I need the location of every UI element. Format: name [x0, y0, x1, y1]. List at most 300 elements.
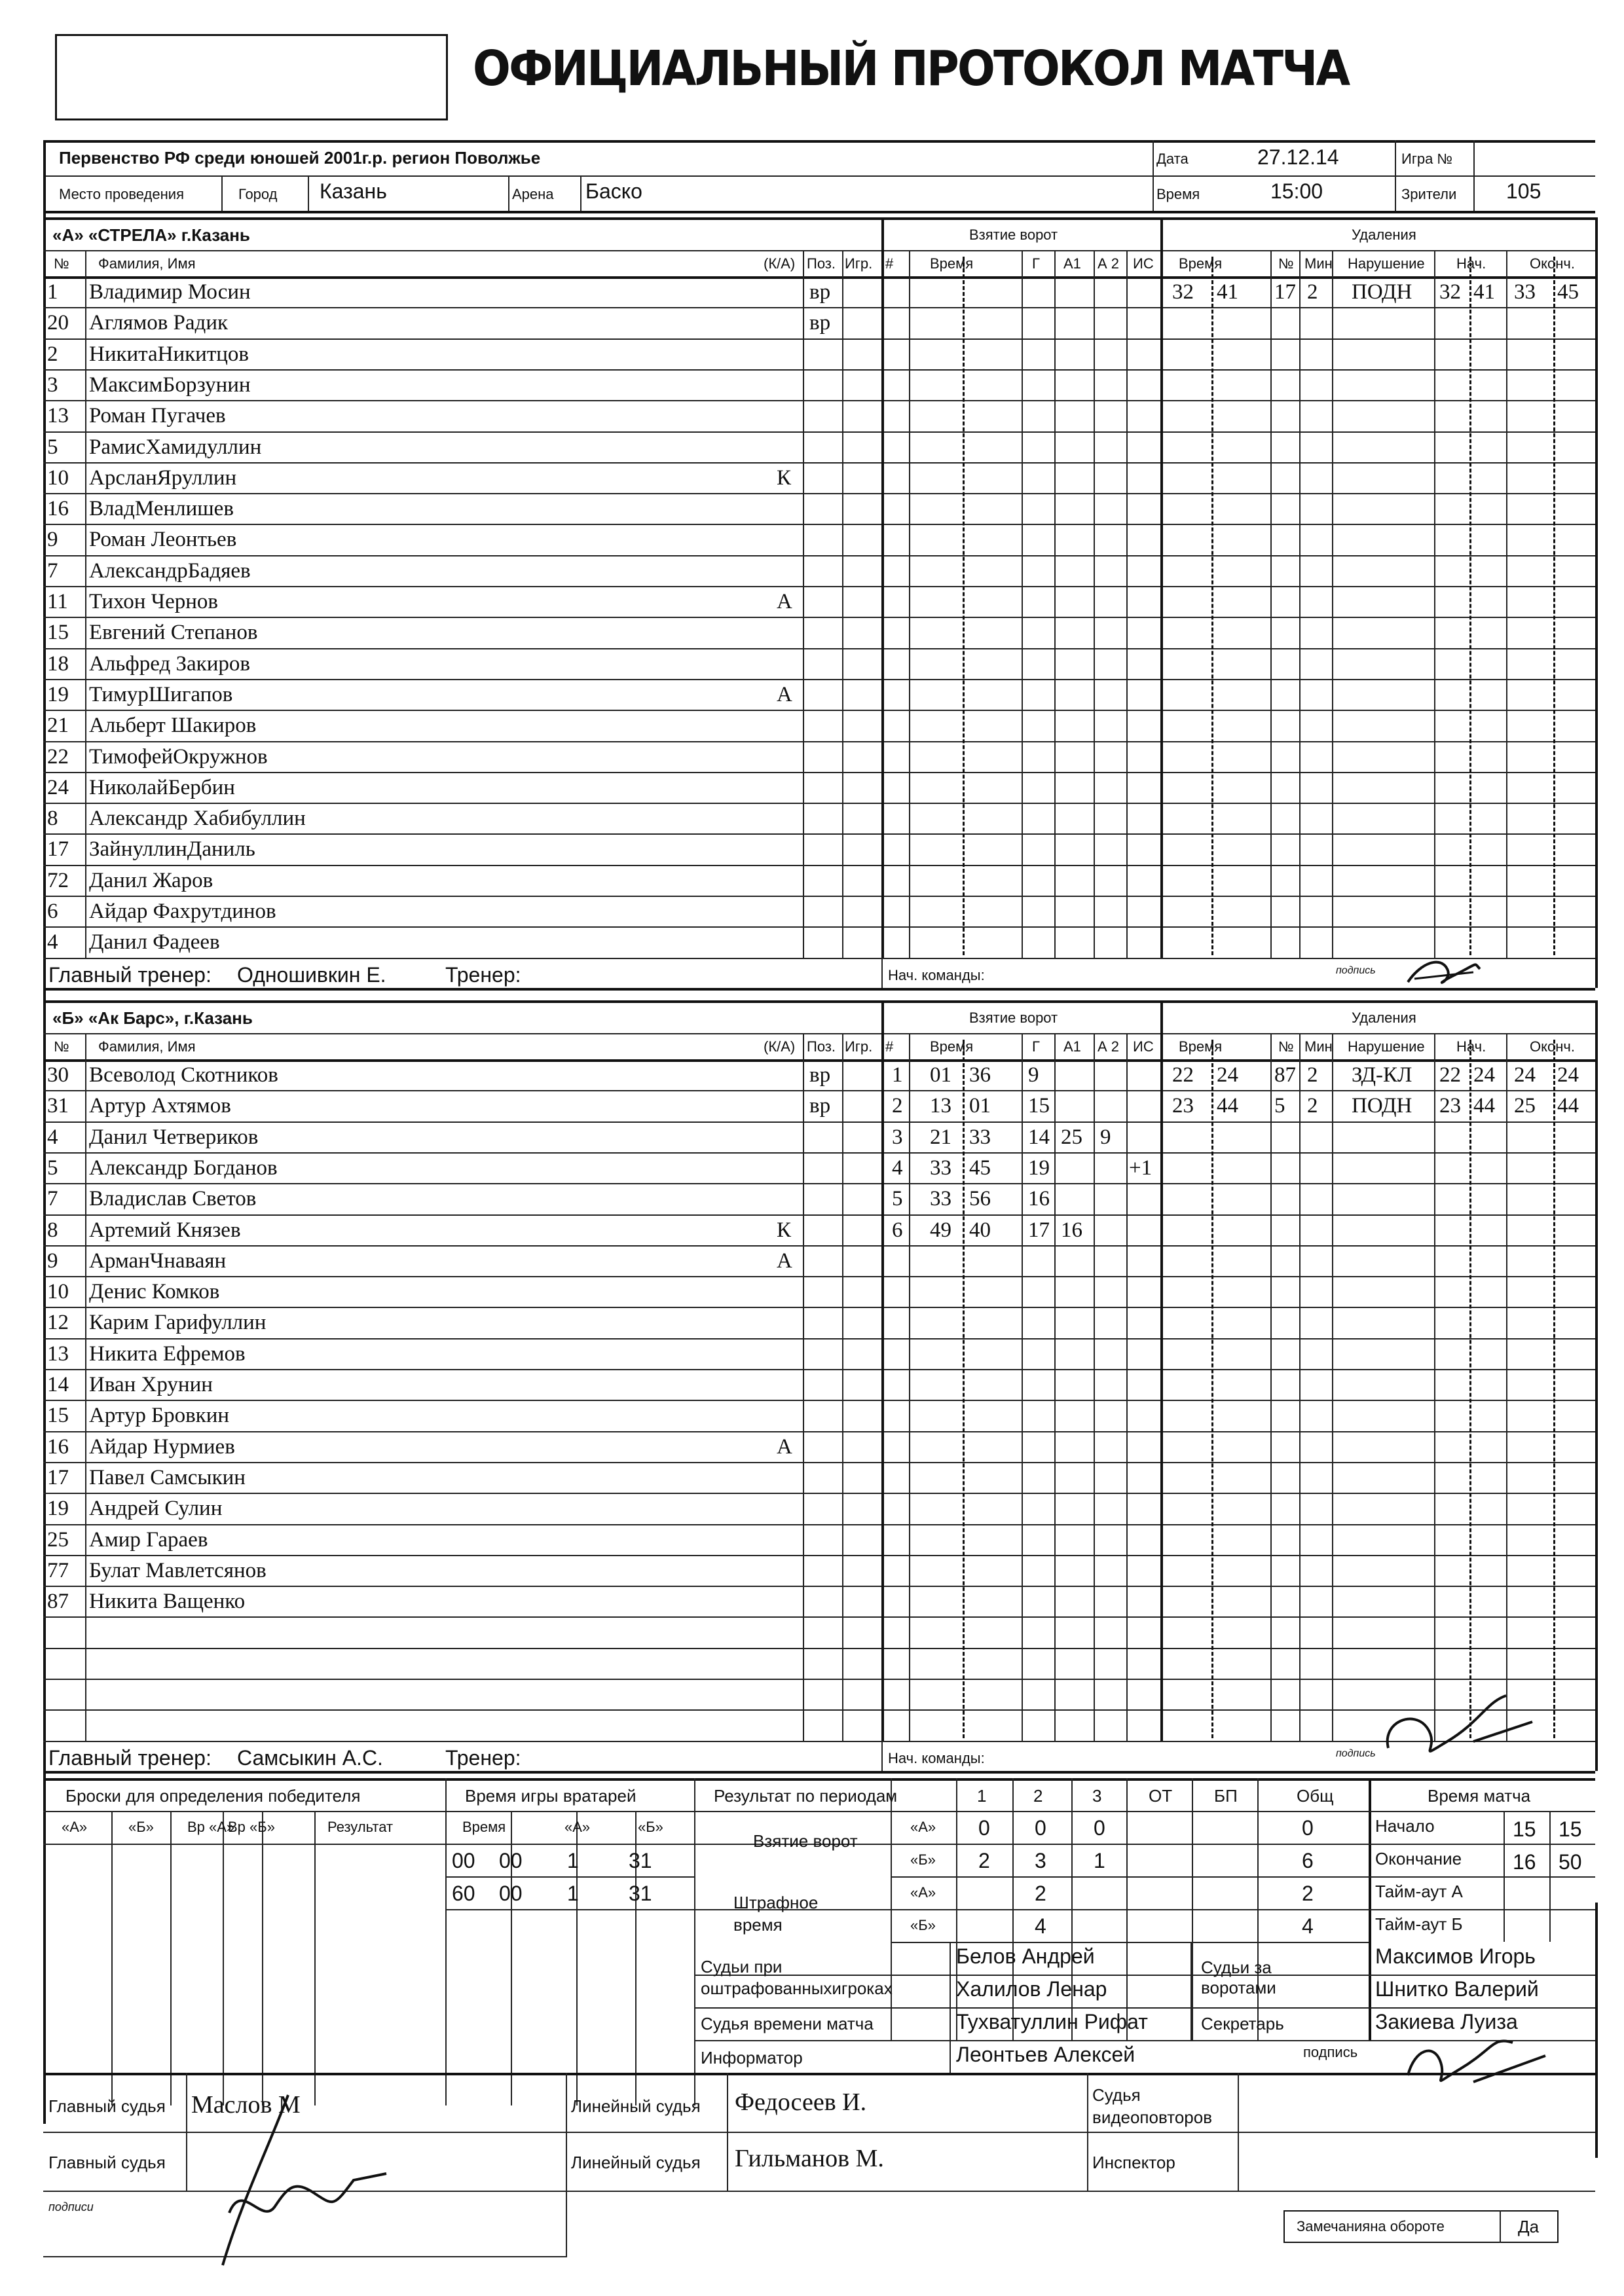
player-name: Карим Гарифуллин: [89, 1311, 267, 1335]
goal-assist-1: 16: [1061, 1218, 1082, 1242]
goal-judges-label: Судьи за воротами: [1201, 1958, 1276, 1998]
grid-line: [43, 586, 1595, 587]
goalkeeper-a: 1: [567, 1849, 579, 1872]
grid-line: [445, 1876, 694, 1878]
player-number: 7: [47, 558, 58, 583]
col-ka: (К/А): [764, 1038, 796, 1055]
city-label: Город: [238, 186, 278, 202]
player-name: Альфред Закиров: [89, 651, 250, 676]
timekeeper-label: Судья времени матча: [701, 2014, 874, 2033]
player-number: 22: [47, 744, 69, 769]
grid-line: [43, 1462, 1595, 1463]
goalkeeper-minute: 60: [452, 1882, 475, 1905]
goal-second: 45: [969, 1156, 991, 1180]
grid-line: [43, 1059, 1595, 1062]
penalty-infraction: ЗД-КЛ: [1352, 1063, 1412, 1087]
spectators-value: 105: [1506, 179, 1541, 203]
grid-line: [43, 679, 1595, 680]
player-name: Данил Жаров: [89, 868, 213, 892]
player-number: 6: [47, 900, 58, 923]
player-number: 4: [47, 930, 58, 955]
player-name: Артемий Князев: [89, 1218, 241, 1242]
col-pen-min: Мин: [1304, 255, 1333, 272]
goalkeeper-col: «Б»: [638, 1819, 663, 1835]
shootout-col: Вр «А»: [187, 1819, 235, 1835]
player-name: НикитаНикитцов: [89, 342, 249, 366]
grid-line: [842, 250, 843, 958]
player-name: Аглямов Радик: [89, 311, 229, 335]
goal-number: 4: [892, 1156, 903, 1180]
grid-line: [1094, 250, 1095, 958]
grid-line: [43, 493, 1595, 494]
penalties-section-title: Удаления: [1352, 1010, 1416, 1026]
period-value: 3: [1035, 1849, 1046, 1872]
col-pen-no: №: [1278, 1038, 1294, 1055]
grid-line: [170, 1811, 172, 2105]
player-name: Никита Ващенко: [89, 1590, 246, 1614]
goal-situation: +1: [1129, 1156, 1153, 1180]
head-coach-name: Одношивкин Е.: [237, 962, 386, 987]
col-pen-time: Время: [1179, 1038, 1223, 1055]
match-start-minute: 15: [1513, 1817, 1536, 1841]
grid-line: [43, 338, 1595, 340]
grid-line: [43, 1524, 1595, 1525]
player-role: А: [777, 590, 792, 613]
date-value: 27.12.14: [1257, 145, 1339, 169]
period-value: 0: [978, 1816, 990, 1840]
announcer-label: Информатор: [701, 2048, 803, 2068]
grid-line: [43, 1400, 1595, 1401]
sign-label: подпись: [1336, 1747, 1376, 1759]
grid-line: [223, 1811, 224, 2105]
period-value: 4: [1302, 1914, 1314, 1938]
arena-label: Арена: [512, 186, 554, 202]
grid-line: [43, 833, 1595, 835]
goal-assist-2: 9: [1100, 1125, 1111, 1149]
col-no: №: [54, 255, 69, 272]
team-title: «Б» «Ак Барс», г.Казань: [52, 1008, 253, 1028]
grid-line: [1094, 1033, 1095, 1741]
grid-line: [85, 250, 86, 958]
player-number: 7: [47, 1187, 58, 1211]
player-number: 12: [47, 1311, 69, 1335]
grid-line: [1500, 2210, 1501, 2243]
period-value: 2: [1302, 1882, 1314, 1905]
penalty-minute: 32: [1172, 280, 1194, 304]
grid-line: [43, 1000, 1595, 1003]
player-role: А: [777, 682, 792, 706]
grid-line: [1022, 250, 1023, 958]
grid-line: [1506, 250, 1507, 958]
grid-line: [43, 1493, 1595, 1494]
grid-line: [909, 250, 910, 958]
player-name: ТимофейОкружнов: [89, 744, 268, 769]
goal-scorer: 19: [1028, 1156, 1050, 1180]
player-number: 25: [47, 1527, 69, 1552]
penalty-minutes: 2: [1307, 280, 1318, 304]
sign-label: подпись: [1303, 2044, 1358, 2060]
page-title: ОФИЦИАЛЬНЫЙ ПРОТОКОЛ МАТЧА: [473, 41, 1349, 97]
grid-line: [1553, 1040, 1555, 1738]
player-number: 77: [47, 1558, 69, 1582]
head-coach-name: Самсыкин А.С.: [237, 1745, 383, 1770]
player-name: МаксимБорзунин: [89, 373, 251, 397]
col-goal-a2: А 2: [1098, 1038, 1120, 1055]
col-goal-num: #: [885, 255, 894, 272]
goal-second: 36: [969, 1063, 991, 1087]
penalty-player: 17: [1274, 280, 1296, 304]
player-name: АрсланЯруллин: [89, 465, 237, 490]
timekeeper-name: Тухватуллин Рифат: [956, 2010, 1148, 2033]
grid-line: [1369, 1876, 1595, 1878]
penalty-end-second: 24: [1557, 1063, 1579, 1087]
player-number: 9: [47, 528, 58, 552]
grid-line: [1126, 250, 1128, 958]
grid-line: [43, 1778, 1595, 1781]
grid-line: [43, 2073, 1595, 2075]
col-goal-a1: А1: [1063, 255, 1081, 272]
player-position: вр: [809, 1063, 831, 1087]
grid-line: [314, 1811, 316, 2105]
grid-line: [43, 307, 1595, 308]
player-name: Иван Хрунин: [89, 1373, 213, 1396]
grid-line: [1595, 217, 1598, 988]
player-name: Тихон Чернов: [89, 590, 218, 613]
grid-line: [1022, 1033, 1023, 1741]
col-ka: (К/А): [764, 255, 796, 272]
goal-number: 2: [892, 1094, 903, 1118]
grid-line: [803, 1033, 804, 1741]
player-role: К: [777, 1218, 792, 1242]
col-pen-start: Нач.: [1456, 1038, 1486, 1055]
col-pen-end: Оконч.: [1530, 255, 1575, 272]
team-title: «А» «СТРЕЛА» г.Казань: [52, 225, 250, 245]
grid-line: [43, 896, 1595, 897]
player-number: 72: [47, 868, 69, 892]
grid-line: [43, 462, 1595, 464]
goalkeeper-a: 1: [567, 1882, 579, 1905]
linesman-2-name: Гильманов М.: [735, 2145, 884, 2172]
grid-line: [1332, 250, 1333, 958]
stamp-box: [55, 34, 448, 120]
shootout-col: Вр «Б»: [228, 1819, 275, 1835]
player-number: 87: [47, 1590, 69, 1614]
period-value: 4: [1035, 1914, 1046, 1938]
grid-line: [445, 1778, 447, 2105]
grid-line: [1506, 1033, 1507, 1741]
grid-line: [445, 1909, 694, 1910]
grid-line: [43, 1811, 698, 1812]
team-label: «А»: [910, 1884, 936, 1901]
grid-line: [43, 1741, 1595, 1742]
penalty-start-minute: 23: [1439, 1094, 1461, 1118]
player-number: 13: [47, 1341, 69, 1366]
referee-1-label: Главный судья: [48, 2096, 166, 2116]
grid-line: [1160, 1033, 1163, 1741]
grid-line: [43, 1152, 1595, 1154]
player-name: Павел Самсыкин: [89, 1465, 246, 1489]
col-played: Игр.: [845, 1038, 873, 1055]
player-number: 21: [47, 714, 69, 738]
grid-line: [43, 1276, 1595, 1277]
team-head-label: Нач. команды:: [888, 966, 985, 983]
penalty-start-minute: 32: [1439, 280, 1461, 304]
grid-line: [43, 276, 1595, 279]
signatures-label: подписи: [48, 2200, 94, 2214]
goal-scorer: 16: [1028, 1187, 1050, 1211]
penalty-end-minute: 25: [1514, 1094, 1536, 1118]
grid-line: [43, 400, 1595, 401]
period-col: 3: [1092, 1786, 1102, 1806]
shootout-col: Результат: [327, 1819, 394, 1835]
penalty-start-second: 44: [1473, 1094, 1495, 1118]
timeout-b-label: Тайм-аут Б: [1375, 1914, 1463, 1934]
player-name: Евгений Степанов: [89, 621, 258, 645]
col-no: №: [54, 1038, 69, 1055]
penalty-minute: 22: [1172, 1063, 1194, 1087]
goal-minute: 13: [930, 1094, 951, 1118]
penalty-start-minute: 22: [1439, 1063, 1461, 1087]
match-start-label: Начало: [1375, 1816, 1435, 1836]
head-coach-label: Главный тренер:: [48, 1745, 212, 1770]
date-label: Дата: [1156, 151, 1189, 167]
penalties-section-title: Удаления: [1352, 227, 1416, 243]
period-col: 1: [977, 1786, 987, 1806]
grid-line: [1369, 1811, 1595, 1812]
grid-line: [1054, 250, 1056, 958]
goal-minute: 01: [930, 1063, 951, 1087]
goal-second: 56: [969, 1187, 991, 1211]
col-played: Игр.: [845, 255, 873, 272]
shootout-col: «А»: [62, 1819, 88, 1835]
player-name: Айдар Фахрутдинов: [89, 900, 276, 923]
grid-line: [85, 1033, 86, 1741]
player-number: 15: [47, 1404, 69, 1428]
period-col: ОТ: [1149, 1786, 1173, 1806]
player-number: 16: [47, 497, 69, 521]
penalty-box-judge-1: Белов Андрей: [956, 1944, 1095, 1968]
penalty-end-second: 44: [1557, 1094, 1579, 1118]
penalty-end-minute: 33: [1514, 280, 1536, 304]
col-pen-infraction: Нарушение: [1348, 1038, 1425, 1055]
team-label: «А»: [910, 1819, 936, 1835]
team-label: «Б»: [910, 1851, 936, 1868]
grid-line: [262, 1811, 263, 2105]
penalty-box-label: Судьи при оштрафованныхигроках: [701, 1957, 893, 1998]
player-name: РамисХамидуллин: [89, 435, 262, 459]
grid-line: [1553, 257, 1555, 955]
period-value: 0: [1035, 1816, 1046, 1840]
col-goal-a2: А 2: [1098, 255, 1120, 272]
grid-line: [909, 1033, 910, 1741]
competition-name: Первенство РФ среди юношей 2001г.р. регион Поволжье: [59, 148, 541, 168]
grid-line: [881, 1033, 884, 1741]
grid-line: [1595, 1903, 1598, 2158]
grid-line: [43, 1307, 1595, 1308]
player-number: 5: [47, 435, 58, 459]
grid-line: [1299, 1033, 1301, 1741]
grid-line: [43, 865, 1595, 866]
grid-line: [1434, 1033, 1435, 1741]
goal-minute: 33: [930, 1156, 951, 1180]
grid-line: [891, 1876, 1369, 1878]
grid-line: [43, 617, 1595, 618]
player-name: Амир Гараев: [89, 1527, 208, 1552]
goal-second: 01: [969, 1094, 991, 1118]
period-value: 1: [1094, 1849, 1105, 1872]
match-time-title: Время матча: [1428, 1786, 1531, 1806]
player-name: Роман Пугачев: [89, 404, 226, 428]
grid-line: [891, 1942, 1369, 1943]
col-name: Фамилия, Имя: [98, 1038, 196, 1055]
grid-line: [881, 1000, 884, 1033]
grid-line: [43, 1121, 1595, 1123]
grid-line: [43, 250, 1595, 251]
grid-line: [1369, 1909, 1595, 1910]
match-start-second: 15: [1559, 1817, 1582, 1841]
grid-line: [1299, 250, 1301, 958]
grid-line: [1469, 257, 1471, 955]
col-pen-start: Нач.: [1456, 255, 1486, 272]
col-goal-time: Время: [930, 1038, 974, 1055]
player-number: 5: [47, 1156, 58, 1180]
col-pen-time: Время: [1179, 255, 1223, 272]
linesman-2-label: Линейный судья: [571, 2153, 701, 2172]
grid-line: [963, 1040, 965, 1738]
player-position: вр: [809, 280, 831, 304]
penalty-second: 24: [1217, 1063, 1238, 1087]
player-number: 2: [47, 342, 58, 366]
player-position: вр: [809, 1094, 831, 1118]
grid-line: [963, 257, 965, 955]
goal-number: 1: [892, 1063, 903, 1087]
goal-scorer: 9: [1028, 1063, 1039, 1087]
team-head-label: Нач. команды:: [888, 1749, 985, 1766]
arena-value: Баско: [585, 179, 642, 203]
goals-section-title: Взятие ворот: [969, 1010, 1058, 1026]
shootout-col: «Б»: [128, 1819, 154, 1835]
trainer-label: Тренер:: [445, 1745, 521, 1770]
goal-scorer: 15: [1028, 1094, 1050, 1118]
player-number: 17: [47, 837, 69, 862]
goal-judge-1: Максимов Игорь: [1375, 1944, 1536, 1968]
penalty-box-judge-2: Халилов Ленар: [956, 1977, 1107, 2001]
penalty-minute: 23: [1172, 1094, 1194, 1118]
remarks-label: Замечанияна обороте: [1297, 2218, 1445, 2234]
player-name: Альберт Шакиров: [89, 714, 257, 738]
grid-line: [111, 1811, 113, 2105]
linesman-1-label: Линейный судья: [571, 2096, 701, 2116]
venue-label: Место проведения: [59, 186, 184, 202]
col-name: Фамилия, Имя: [98, 255, 196, 272]
linesman-1-name: Федосеев И.: [735, 2088, 867, 2116]
game-no-label: Игра №: [1401, 151, 1453, 167]
player-role: К: [777, 465, 792, 490]
grid-line: [43, 217, 1595, 220]
grid-line: [694, 2007, 1595, 2009]
grid-line: [43, 988, 1595, 991]
grid-line: [43, 1616, 1595, 1618]
match-end-minute: 16: [1513, 1850, 1536, 1874]
grid-line: [43, 1090, 1595, 1091]
grid-line: [1160, 1000, 1163, 1033]
col-goal-is: ИС: [1133, 255, 1154, 272]
grid-line: [43, 1245, 1595, 1247]
grid-line: [43, 1555, 1595, 1556]
goalkeeper-b: 31: [629, 1882, 652, 1905]
player-name: Роман Леонтьев: [89, 528, 237, 552]
grid-line: [43, 1369, 1595, 1370]
penalty-infraction: ПОДН: [1352, 280, 1412, 304]
goalkeeper-second: 00: [499, 1882, 523, 1905]
shootout-title: Броски для определения победителя: [65, 1786, 361, 1806]
grid-line: [881, 958, 883, 988]
referee-1-name: Маслов М: [191, 2091, 301, 2119]
head-coach-label: Главный тренер:: [48, 962, 212, 987]
player-name: Артур Ахтямов: [89, 1094, 231, 1118]
player-number: 10: [47, 465, 69, 490]
col-pen-min: Мин: [1304, 1038, 1333, 1055]
player-number: 18: [47, 651, 69, 676]
player-name: Никита Ефремов: [89, 1341, 246, 1366]
spectators-label: Зрители: [1401, 186, 1457, 202]
grid-line: [1190, 1942, 1192, 2040]
player-name: АлександрБадяев: [89, 558, 251, 583]
player-name: Владислав Светов: [89, 1187, 257, 1211]
grid-line: [1211, 1040, 1213, 1738]
penalty-second: 44: [1217, 1094, 1238, 1118]
penalty-minutes: 2: [1307, 1063, 1318, 1087]
period-value: 2: [1035, 1882, 1046, 1905]
grid-line: [881, 250, 884, 958]
goal-second: 40: [969, 1218, 991, 1242]
grid-line: [43, 524, 1595, 525]
time-label: Время: [1156, 186, 1200, 202]
player-number: 3: [47, 373, 58, 397]
player-number: 10: [47, 1280, 69, 1304]
player-name: НиколайБербин: [89, 775, 235, 799]
col-goal-time: Время: [930, 255, 974, 272]
grid-line: [566, 2073, 567, 2256]
grid-line: [1369, 1844, 1595, 1845]
signature-team-b: [1375, 1683, 1539, 1768]
player-number: 1: [47, 280, 58, 304]
grid-line: [43, 555, 1595, 556]
referee-2-label: Главный судья: [48, 2153, 166, 2172]
grid-line: [1595, 1000, 1598, 1771]
goals-section-title: Взятие ворот: [969, 227, 1058, 243]
signature-team-a: [1401, 949, 1486, 995]
player-name: ВладМенлишев: [89, 497, 234, 521]
grid-line: [694, 1811, 1369, 1812]
player-position: вр: [809, 311, 831, 335]
period-value: 0: [1094, 1816, 1105, 1840]
col-pos: Поз.: [807, 255, 836, 272]
col-goal-is: ИС: [1133, 1038, 1154, 1055]
player-number: 30: [47, 1063, 69, 1087]
grid-line: [1270, 250, 1272, 958]
player-number: 19: [47, 682, 69, 706]
grid-line: [43, 741, 1595, 742]
goal-assist-1: 25: [1061, 1125, 1082, 1149]
player-number: 8: [47, 807, 58, 831]
player-name: Денис Комков: [89, 1280, 220, 1304]
col-pos: Поз.: [807, 1038, 836, 1055]
player-number: 8: [47, 1218, 58, 1242]
col-goal-scorer: Г: [1032, 1038, 1040, 1055]
grid-line: [881, 217, 884, 250]
signature-secretary: [1395, 2023, 1552, 2095]
